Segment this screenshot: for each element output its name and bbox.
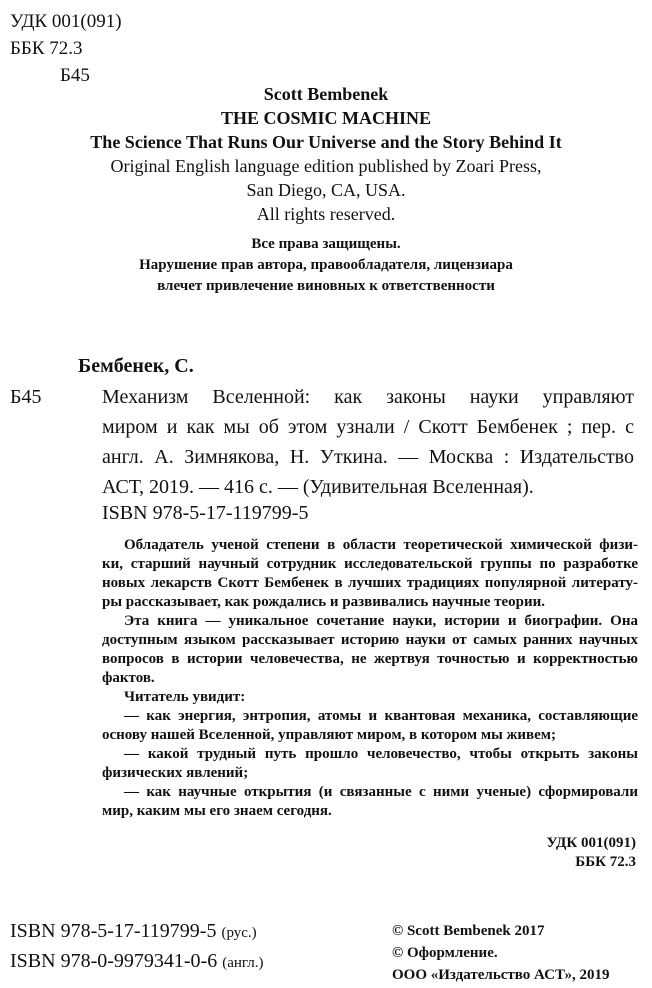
annotation-line: основу нашей Вселенной, управляют миром, в котором мы живем; [102,727,557,743]
annotation-line: новых лекарств Скотт Бембенек в лучших традициях популярной литерату- [102,575,638,591]
all-rights-reserved: All rights reserved. [256,204,396,224]
udk-code: УДК 001(091) [10,11,122,32]
isbn-list [10,917,264,977]
isbn-en-note: (англ.) [222,955,264,971]
original-author: Scott Bembenek [263,84,389,104]
annotation-line: физических явлений; [102,765,249,781]
biblio-line: АСТ, 2019. — 416 с. — (Удивительная Вселенная). [102,476,534,498]
annotation-line: Читатель увидит: [124,689,246,705]
annotation-line: ки, старший научный сотрудник исследовательской группы по разработке [102,556,638,572]
biblio-line: миром и как мы об этом узнали / Скотт Бембенек ; пер. с [102,416,634,438]
annotation-line: вопросов в истории человечества, не жертвуя точностью и корректностью [102,651,638,667]
isbn-main: ISBN 978-5-17-119799-5 [102,502,309,524]
copyright-design: © Оформление. [392,945,498,961]
annotation-line: — как энергия, энтропия, атомы и квантовая механика, составляющие [124,708,638,724]
isbn-ru-note: (рус.) [221,925,257,941]
annotation-line: Обладатель ученой степени в области теоретической химической физи- [124,537,638,553]
bbk-code: ББК 72.3 [10,38,83,59]
publisher: ООО «Издательство АСТ», 2019 [392,967,610,983]
annotation-line: — как научные открытия (и связанные с ними ученые) сформировали [124,784,638,800]
bibliography-code: Б45 [10,386,42,408]
annotation-line: фактов. [102,670,155,686]
rights-line-2: Нарушение прав автора, правообладателя, лицензиара [139,257,513,273]
rights-line-3: влечет привлечение виновных к ответственности [157,278,495,294]
isbn-ru-row [10,917,264,947]
copyright-author: © Scott Bembenek 2017 [392,923,545,939]
biblio-line: Механизм Вселенной: как законы науки управляют [102,386,634,408]
rights-line-1: Все права защищены. [251,236,401,252]
biblio-line: англ. А. Зимнякова, Н. Уткина. — Москва : Издательство [102,446,634,468]
original-subtitle: The Science That Runs Our Universe and the Story Behind It [90,132,562,152]
annotation-codes [547,834,636,872]
original-title: THE COSMIC MACHINE [220,108,431,128]
bibliographic-description [102,382,634,502]
edition-line-2: San Diego, CA, USA. [246,180,406,200]
bbk-code-repeat: ББК 72.3 [575,854,636,870]
annotation-line: мир, каким мы его знаем сегодня. [102,803,332,819]
classification-codes [10,8,122,89]
author-mark: Б45 [60,65,90,86]
annotation-line: доступным языком рассказывает историю науки от самых ранних научных [102,632,638,648]
isbn-en-row [10,947,264,977]
edition-line-1: Original English language edition published by Zoari Press, [110,156,542,176]
rights-notice-ru [0,234,652,297]
isbn-ru: ISBN 978-5-17-119799-5 [10,920,217,942]
isbn-en: ISBN 978-0-9979341-0-6 [10,950,218,972]
udk-code-repeat: УДК 001(091) [546,835,636,851]
annotation-line: Эта книга — уникальное сочетание науки, истории и биографии. Она [124,613,638,629]
annotation [102,536,638,821]
copyright-block [392,920,610,986]
annotation-line: — какой трудный путь прошло человечество, чтобы открыть законы [124,746,638,762]
author-heading: Бембенек, С. [78,355,194,377]
original-edition-block [0,82,652,226]
annotation-line: ры рассказывает, как рождались и развивались научные теории. [102,594,546,610]
